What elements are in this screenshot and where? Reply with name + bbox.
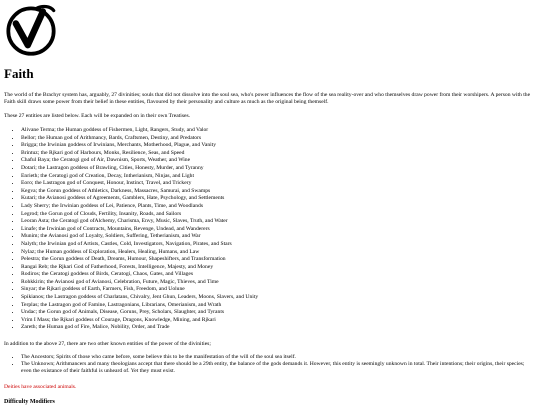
entity-item: • Rohkkirin; the Avianosi god of Avianosi, Celebration, Future, Magic, Thieves, and Time [21, 279, 531, 287]
entity-item: • Pelestra; the Gorun goddess of Death, Dreams, Humour, Shapeshifters, and Transformation [21, 256, 531, 264]
entity-item: • Bellor; the Human god of Arithmancy, Bards, Craftsmen, Destiny, and Predators [21, 135, 531, 143]
entity-item: • Nylaz; the Human goddess of Exploration, Healers, Healing, Humans, and Law [21, 249, 531, 257]
other-entity-item: • The Unknown; Arithmancers and many theologians accept that there should be a 29th entity, the balance of the gods demands it. However, this entity is seemingly unknown in total. Their intentions; their origins, their species; even the existance of their faithful is unheard of. Yet they must exist. [21, 361, 533, 375]
entity-item: • Kegva; the Gorun goddess of Athletics, Darkness, Massacres, Samurai, and Swamps [21, 188, 531, 196]
entity-item: • Brigga; the Irwinian goddess of Irwinians, Merchants, Motherhood, Plague, and Vanity [21, 142, 531, 150]
entity-item: • Undac; the Gorun god of Animals, Disease, Goruns, Prey, Scholars, Slaughter, and Tyrants [21, 309, 531, 317]
entity-item: • Enrieth; the Ceratogi god of Creation, Decay, Intherianism, Ninjas, and Light [21, 173, 531, 181]
other-entity-item: • The Ancestors; Spirits of those who came before, some believe this to be the manifestation of the will of the soul sea itself. [21, 354, 533, 361]
other-entities-list [4, 354, 533, 376]
entity-item: • Spikianos; the Lastragon goddess of Charlatans, Chivalry, Jent Ghun, Leaders, Moons, Slavers, and Unity [21, 294, 531, 302]
entity-item: • Kutari; the Avianosi goddess of Agreements, Gamblers, Hate, Psychology, and Settlements [21, 195, 531, 203]
difficulty-modifiers-heading: Difficulty Modifiers [4, 399, 55, 405]
entity-item: • Eoro; the Lastragon god of Conquest, Honour, Instinct, Travel, and Trickery [21, 180, 531, 188]
entity-item: • Sinyar; the Rjkari goddess of Earth, Farmers, Fish, Freedom, and Uolune [21, 286, 531, 294]
entity-item: • Lady Sherry; the Irwinian goddess of Lei, Patience, Plants, Time, and Woodlands [21, 203, 531, 211]
entity-item: • Vrim I Mass; the Rjkari goddess of Courage, Dragons, Knowledge, Mining, and Rjkari [21, 317, 531, 325]
circle-v-emblem-icon [4, 3, 58, 57]
entity-item: • Nalyth; the Irwinian god of Artists, Castles, Cold, Investigators, Navigation, Pirates, and Stars [21, 241, 531, 249]
entity-item: • Chaful Baya; the Ceratogi god of Air, Dawnism, Sports, Weather, and Wine [21, 157, 531, 165]
entity-item: • Alivane Terma; the Human goddess of Fishermen, Light, Rangers, Study, and Valor [21, 127, 531, 135]
page-title: Faith [4, 66, 34, 81]
logo-icon [4, 3, 58, 57]
intro-paragraph: The world of the Brachyr system has, arguably, 27 divinities; souls that did not dissolve into the soul sea, who's power influences the flow of the sea reality-over and who themselves draw power from their worshipers. A person with the Faith skill draws some power from their belief in these entities, flavoured by their personality and culture as much as the original being themself. [4, 92, 531, 106]
entity-item: • Linafe; the Irwinian god of Contracts, Mountains, Revenge, Undead, and Wanderers [21, 226, 531, 234]
entities-list [4, 127, 531, 332]
entities-intro: These 27 entities are listed below. Each will be expanded on in their own Treatises. [4, 113, 191, 119]
entity-item: • Terplas; the Lastragon god of Famine, Lastragonians, Librarians, Omerianism, and Wrath [21, 302, 531, 310]
entity-item: • Rodiros; the Ceratogi goddess of Birds, Ceratogi, Chaos, Gates, and Villages [21, 271, 531, 279]
entity-item: • Dotari; the Lastragon goddess of Brawling, Cities, Honesty, Murder, and Tyranny [21, 165, 531, 173]
entity-item: • Brintuz; the Rjkari god of Harbours, Monks, Resilience, Seas, and Speed [21, 150, 531, 158]
animals-note: Deities have associated animals. [4, 384, 77, 390]
entity-item: • Legrod; the Gorun god of Clouds, Fertility, Insanity, Roads, and Sailors [21, 211, 531, 219]
entity-item: • Zareth; the Human god of Fire, Malice, Nobility, Order, and Trade [21, 324, 531, 332]
entity-item: • Leoran Asta; the Ceratogi god ofAlchemy, Charisma, Envy, Music, Slaves, Truth, and Water [21, 218, 531, 226]
entity-item: • Rangai Reb; the Rjkari God of Fatherhood, Forests, Intelligence, Majesty, and Money [21, 264, 531, 272]
entity-item: • Munim; the Avianosi god of Loyalty, Soldiers, Suffering, Tetherianism, and War [21, 233, 531, 241]
other-entities-intro: In addition to the above 27, there are two other known entities of the power of the divinities; [4, 341, 211, 347]
